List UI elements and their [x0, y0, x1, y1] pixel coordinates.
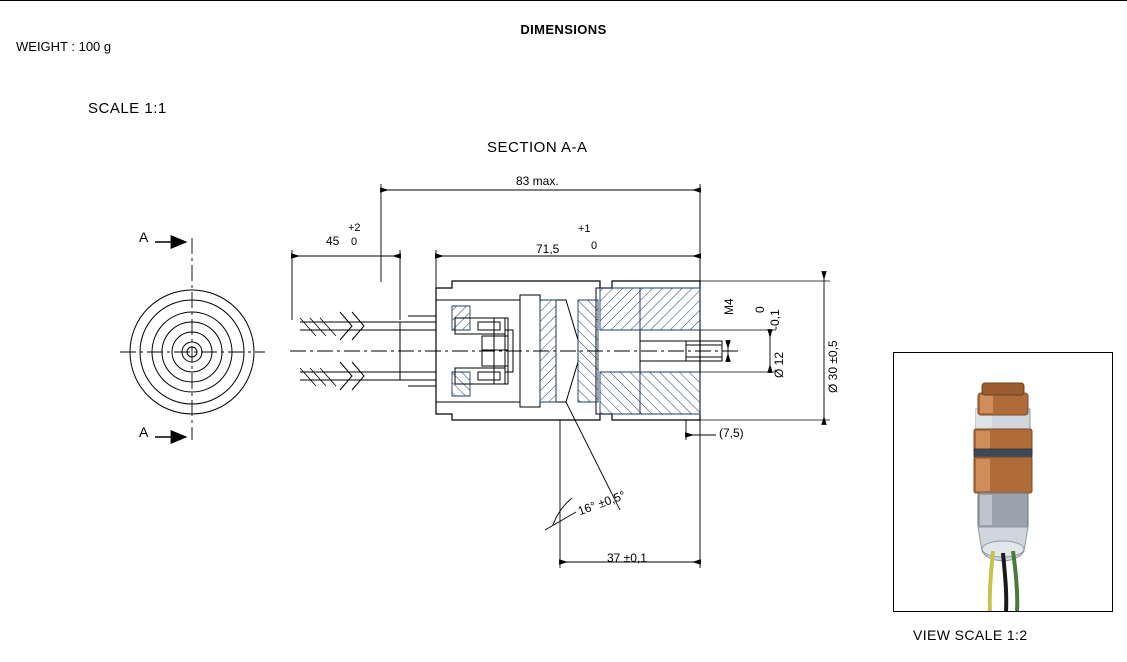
dimline-d30 [700, 272, 830, 424]
dim-body-tol-lower: 0 [591, 240, 598, 252]
dimline-37 [560, 420, 700, 568]
dim-cable-tol-upper: +2 [348, 222, 361, 234]
dim-thread-m4: M4 [722, 298, 736, 315]
dimline-d12 [700, 330, 776, 372]
dim-cone-length-37: 37 ±0,1 [607, 551, 647, 565]
section-title: SECTION A-A [487, 139, 588, 156]
dimline-45 [292, 250, 400, 320]
dim-body-length: 71,5 [536, 242, 560, 256]
thread-stub [686, 341, 722, 361]
dimline-83 [381, 184, 700, 282]
product-photo-svg [894, 353, 1112, 611]
dim-body-tol-upper: +1 [578, 223, 591, 235]
product-photo-inset [893, 352, 1113, 612]
dim-diameter-30: Ø 30 ±0,5 [826, 340, 840, 393]
dim-overall-length: 83 max. [516, 174, 559, 188]
section-body-outline [436, 281, 700, 420]
dim-bracket-75: (7,5) [719, 426, 744, 440]
dim-angle-16: 16° ±0,5° [576, 488, 628, 519]
section-internal [436, 288, 700, 414]
section-marker-top-label: A [139, 229, 149, 245]
dim-diameter-12: Ø 12 [772, 351, 786, 378]
dimline-715 [436, 250, 700, 288]
end-view-circles [130, 290, 254, 414]
dimline-75 [686, 420, 716, 440]
section-connector-detail [455, 318, 513, 384]
view-scale-label: VIEW SCALE 1:2 [913, 627, 1028, 643]
section-marker-bottom-label: A [139, 424, 149, 440]
header-divider [0, 0, 1127, 1]
dim-d12-tol-upper: 0 [753, 306, 767, 313]
dim-cable-tol-lower: 0 [351, 236, 358, 248]
page-title: DIMENSIONS [520, 22, 607, 37]
dim-d12-tol-lower: -0,1 [768, 309, 782, 330]
dim-cable-length: 45 [326, 234, 340, 248]
scale-label: SCALE 1:1 [88, 100, 167, 117]
weight-label: WEIGHT : 100 g [16, 39, 112, 54]
cable-entry [300, 312, 436, 390]
